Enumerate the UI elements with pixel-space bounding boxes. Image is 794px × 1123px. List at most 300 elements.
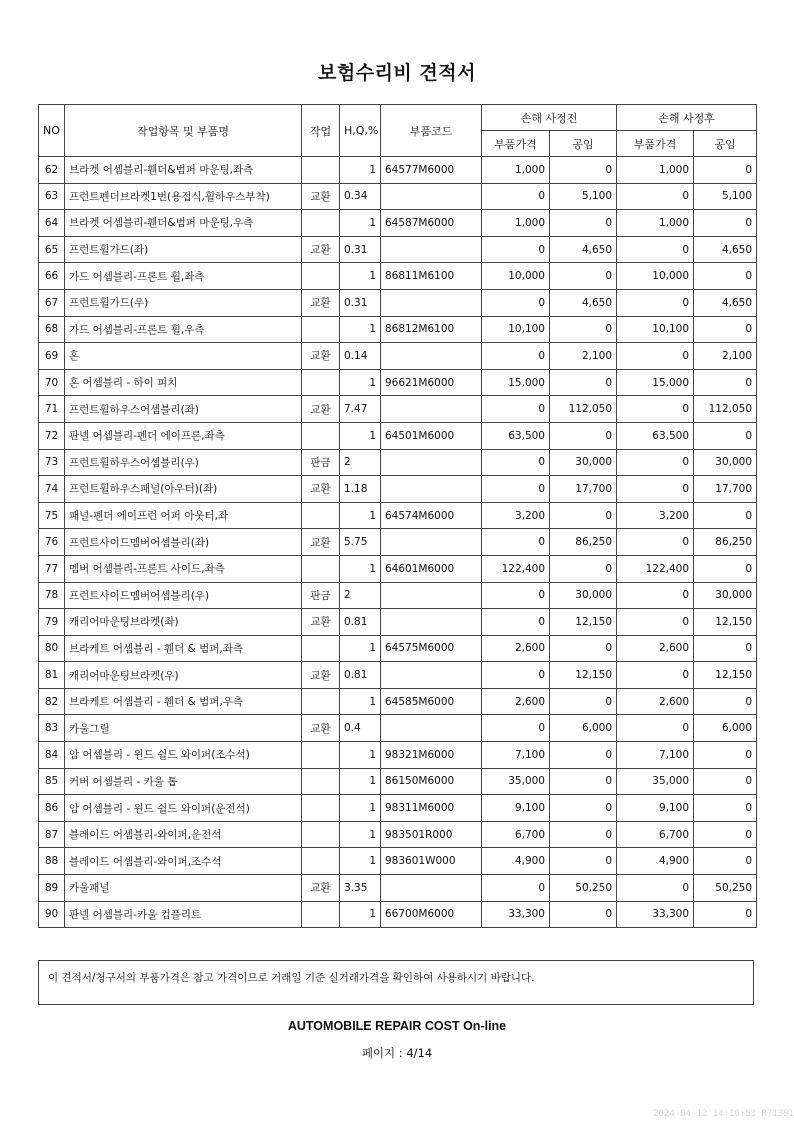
part-code	[381, 715, 482, 742]
hq-value: 2	[340, 449, 381, 476]
work-type: 교환	[302, 529, 340, 556]
part-code	[381, 183, 482, 210]
work-type: 교환	[302, 609, 340, 636]
after-labor: 0	[694, 316, 757, 343]
table-row	[39, 901, 757, 928]
item-name: 브라케트 어셈블리 - 휀더 & 범퍼,좌측	[65, 635, 302, 662]
hq-value: 1	[340, 821, 381, 848]
table-row	[39, 263, 757, 290]
part-code: 64585M6000	[381, 688, 482, 715]
hq-value: 1	[340, 369, 381, 396]
work-type: 판금	[302, 582, 340, 609]
before-part-price: 1,000	[482, 210, 550, 237]
row-no: 77	[39, 555, 65, 582]
work-type	[302, 263, 340, 290]
part-code: 98311M6000	[381, 795, 482, 822]
part-code: 98321M6000	[381, 742, 482, 769]
work-type: 교환	[302, 343, 340, 370]
after-labor: 12,150	[694, 662, 757, 689]
hq-value: 1	[340, 502, 381, 529]
table-row	[39, 715, 757, 742]
table-row	[39, 449, 757, 476]
row-no: 74	[39, 476, 65, 503]
before-labor: 5,100	[550, 183, 617, 210]
work-type: 교환	[302, 476, 340, 503]
after-part-price: 3,200	[617, 502, 694, 529]
hq-value: 1	[340, 422, 381, 449]
item-name: 브라케트 어셈블리 - 휀더 & 범퍼,우측	[65, 688, 302, 715]
row-no: 70	[39, 369, 65, 396]
before-part-price: 10,000	[482, 263, 550, 290]
after-labor: 4,650	[694, 289, 757, 316]
work-type	[302, 210, 340, 237]
row-no: 72	[39, 422, 65, 449]
part-code: 66700M6000	[381, 901, 482, 928]
work-type	[302, 555, 340, 582]
after-part-price: 10,100	[617, 316, 694, 343]
hq-value: 0.31	[340, 289, 381, 316]
part-code	[381, 396, 482, 423]
work-type	[302, 316, 340, 343]
part-code: 64501M6000	[381, 422, 482, 449]
after-labor: 12,150	[694, 609, 757, 636]
before-labor: 4,650	[550, 289, 617, 316]
estimate-table	[38, 104, 757, 928]
part-code: 64575M6000	[381, 635, 482, 662]
before-part-price: 0	[482, 582, 550, 609]
item-name: 블레이드 어셈블리-와이퍼,운전석	[65, 821, 302, 848]
before-labor: 0	[550, 369, 617, 396]
table-row	[39, 768, 757, 795]
header-hq: H,Q,%	[340, 105, 381, 157]
work-type	[302, 795, 340, 822]
part-code	[381, 449, 482, 476]
before-part-price: 63,500	[482, 422, 550, 449]
after-labor: 0	[694, 157, 757, 184]
item-name: 카울패널	[65, 875, 302, 902]
part-code: 86811M6100	[381, 263, 482, 290]
before-labor: 0	[550, 768, 617, 795]
after-part-price: 0	[617, 183, 694, 210]
part-code	[381, 875, 482, 902]
before-labor: 4,650	[550, 236, 617, 263]
after-labor: 30,000	[694, 449, 757, 476]
before-labor: 0	[550, 821, 617, 848]
after-labor: 0	[694, 210, 757, 237]
table-row	[39, 422, 757, 449]
part-code	[381, 662, 482, 689]
part-code: 983601W000	[381, 848, 482, 875]
table-row	[39, 875, 757, 902]
work-type: 교환	[302, 396, 340, 423]
after-part-price: 6,700	[617, 821, 694, 848]
hq-value: 1	[340, 901, 381, 928]
after-labor: 4,650	[694, 236, 757, 263]
hq-value: 1	[340, 795, 381, 822]
row-no: 90	[39, 901, 65, 928]
after-part-price: 9,100	[617, 795, 694, 822]
hq-value: 0.14	[340, 343, 381, 370]
after-part-price: 0	[617, 582, 694, 609]
row-no: 85	[39, 768, 65, 795]
row-no: 75	[39, 502, 65, 529]
before-labor: 6,000	[550, 715, 617, 742]
footer-brand: AUTOMOBILE REPAIR COST On-line	[287, 1019, 507, 1033]
hq-value: 5.75	[340, 529, 381, 556]
after-labor: 0	[694, 901, 757, 928]
hq-value: 1	[340, 210, 381, 237]
row-no: 76	[39, 529, 65, 556]
table-row	[39, 396, 757, 423]
after-labor: 0	[694, 768, 757, 795]
item-name: 프런트사이드멤버어셈블리(우)	[65, 582, 302, 609]
after-labor: 0	[694, 555, 757, 582]
before-labor: 17,700	[550, 476, 617, 503]
item-name: 카울그릴	[65, 715, 302, 742]
before-part-price: 0	[482, 289, 550, 316]
table-row	[39, 555, 757, 582]
after-part-price: 0	[617, 449, 694, 476]
part-code: 983501R000	[381, 821, 482, 848]
table-row	[39, 343, 757, 370]
header-before-labor: 공임	[550, 131, 617, 157]
item-name: 프런트휠가드(좌)	[65, 236, 302, 263]
header-before-part-price: 부품가격	[482, 131, 550, 157]
part-code	[381, 529, 482, 556]
work-type	[302, 768, 340, 795]
after-part-price: 7,100	[617, 742, 694, 769]
table-row	[39, 635, 757, 662]
work-type: 교환	[302, 662, 340, 689]
before-labor: 112,050	[550, 396, 617, 423]
header-after-adjustment: 손해 사정후	[617, 105, 757, 131]
table-row	[39, 289, 757, 316]
before-labor: 0	[550, 688, 617, 715]
header-before-adjustment: 손해 사정전	[482, 105, 617, 131]
after-labor: 112,050	[694, 396, 757, 423]
after-part-price: 2,600	[617, 635, 694, 662]
part-code: 64587M6000	[381, 210, 482, 237]
row-no: 68	[39, 316, 65, 343]
table-row	[39, 183, 757, 210]
part-code: 86812M6100	[381, 316, 482, 343]
after-part-price: 33,300	[617, 901, 694, 928]
before-part-price: 122,400	[482, 555, 550, 582]
after-part-price: 2,600	[617, 688, 694, 715]
before-part-price: 15,000	[482, 369, 550, 396]
before-labor: 0	[550, 263, 617, 290]
before-part-price: 4,900	[482, 848, 550, 875]
after-part-price: 15,000	[617, 369, 694, 396]
row-no: 71	[39, 396, 65, 423]
item-name: 암 어셈블리 - 윈드 쉴드 와이퍼(조수석)	[65, 742, 302, 769]
before-part-price: 6,700	[482, 821, 550, 848]
before-labor: 0	[550, 316, 617, 343]
after-labor: 0	[694, 848, 757, 875]
part-code: 64577M6000	[381, 157, 482, 184]
row-no: 80	[39, 635, 65, 662]
before-part-price: 0	[482, 449, 550, 476]
row-no: 73	[39, 449, 65, 476]
work-type: 교환	[302, 289, 340, 316]
item-name: 캐리어마운팅브라켓(좌)	[65, 609, 302, 636]
item-name: 캐리어마운팅브라켓(우)	[65, 662, 302, 689]
item-name: 커버 어셈블리 - 카울 톱	[65, 768, 302, 795]
after-part-price: 122,400	[617, 555, 694, 582]
hq-value: 2	[340, 582, 381, 609]
after-part-price: 0	[617, 662, 694, 689]
before-part-price: 9,100	[482, 795, 550, 822]
table-row	[39, 688, 757, 715]
after-part-price: 0	[617, 396, 694, 423]
hq-value: 1	[340, 157, 381, 184]
after-part-price: 1,000	[617, 210, 694, 237]
part-code	[381, 236, 482, 263]
part-code	[381, 582, 482, 609]
before-labor: 50,250	[550, 875, 617, 902]
after-labor: 6,000	[694, 715, 757, 742]
part-code	[381, 476, 482, 503]
table-row	[39, 742, 757, 769]
after-labor: 30,000	[694, 582, 757, 609]
header-after-part-price: 부품가격	[617, 131, 694, 157]
item-name: 프런트휠하우스어셈블리(좌)	[65, 396, 302, 423]
table-row	[39, 662, 757, 689]
work-type: 교환	[302, 715, 340, 742]
row-no: 86	[39, 795, 65, 822]
after-part-price: 0	[617, 875, 694, 902]
item-name: 암 어셈블리 - 윈드 쉴드 와이퍼(운전석)	[65, 795, 302, 822]
table-row	[39, 157, 757, 184]
work-type	[302, 688, 340, 715]
header-part-code: 부품코드	[381, 105, 482, 157]
work-type	[302, 848, 340, 875]
after-labor: 0	[694, 795, 757, 822]
after-part-price: 10,000	[617, 263, 694, 290]
work-type	[302, 502, 340, 529]
before-part-price: 3,200	[482, 502, 550, 529]
after-part-price: 0	[617, 289, 694, 316]
part-code	[381, 343, 482, 370]
table-row	[39, 316, 757, 343]
item-name: 프런트휠하우스패널(아우터)(좌)	[65, 476, 302, 503]
item-name: 가드 어셈블리-프론트 휠,좌측	[65, 263, 302, 290]
before-part-price: 0	[482, 183, 550, 210]
table-row	[39, 369, 757, 396]
document-title: 보험수리비 견적서	[318, 62, 476, 84]
after-part-price: 63,500	[617, 422, 694, 449]
before-part-price: 0	[482, 396, 550, 423]
after-part-price: 35,000	[617, 768, 694, 795]
hq-value: 0.81	[340, 609, 381, 636]
before-labor: 86,250	[550, 529, 617, 556]
item-name: 멤버 어셈블리-프론트 사이드,좌측	[65, 555, 302, 582]
work-type: 교환	[302, 183, 340, 210]
after-labor: 0	[694, 263, 757, 290]
before-part-price: 2,600	[482, 688, 550, 715]
row-no: 84	[39, 742, 65, 769]
after-labor: 0	[694, 821, 757, 848]
before-labor: 2,100	[550, 343, 617, 370]
after-labor: 0	[694, 742, 757, 769]
item-name: 브라켓 어셈블리-휀더&범퍼 마운팅,우측	[65, 210, 302, 237]
after-part-price: 0	[617, 529, 694, 556]
table-row	[39, 236, 757, 263]
hq-value: 1	[340, 316, 381, 343]
table-row	[39, 609, 757, 636]
before-labor: 30,000	[550, 582, 617, 609]
work-type	[302, 422, 340, 449]
item-name: 프런트휠가드(우)	[65, 289, 302, 316]
row-no: 69	[39, 343, 65, 370]
table-row	[39, 476, 757, 503]
table-row	[39, 502, 757, 529]
before-part-price: 0	[482, 343, 550, 370]
after-part-price: 4,900	[617, 848, 694, 875]
hq-value: 1	[340, 555, 381, 582]
before-part-price: 35,000	[482, 768, 550, 795]
item-name: 혼	[65, 343, 302, 370]
hq-value: 0.31	[340, 236, 381, 263]
after-part-price: 0	[617, 236, 694, 263]
work-type: 교환	[302, 236, 340, 263]
row-no: 63	[39, 183, 65, 210]
row-no: 67	[39, 289, 65, 316]
hq-value: 0.34	[340, 183, 381, 210]
before-part-price: 0	[482, 609, 550, 636]
before-part-price: 7,100	[482, 742, 550, 769]
work-type	[302, 821, 340, 848]
work-type	[302, 635, 340, 662]
before-labor: 0	[550, 502, 617, 529]
table-row	[39, 848, 757, 875]
row-no: 64	[39, 210, 65, 237]
print-timestamp: 2024-04-12 14:16:53 R71381	[653, 1109, 794, 1119]
item-name: 가드 어셈블리-프론트 휠,우측	[65, 316, 302, 343]
before-labor: 0	[550, 210, 617, 237]
after-part-price: 1,000	[617, 157, 694, 184]
before-part-price: 0	[482, 715, 550, 742]
item-name: 판넬 어셈블리-카울 컴플리트	[65, 901, 302, 928]
after-labor: 0	[694, 422, 757, 449]
row-no: 87	[39, 821, 65, 848]
after-labor: 86,250	[694, 529, 757, 556]
before-part-price: 2,600	[482, 635, 550, 662]
hq-value: 1	[340, 635, 381, 662]
row-no: 83	[39, 715, 65, 742]
page-number: 페이지 : 4/14	[361, 1046, 433, 1060]
table-header	[39, 105, 757, 157]
hq-value: 1	[340, 688, 381, 715]
hq-value: 1	[340, 263, 381, 290]
table-row	[39, 821, 757, 848]
before-part-price: 33,300	[482, 901, 550, 928]
work-type	[302, 742, 340, 769]
after-part-price: 0	[617, 715, 694, 742]
hq-value: 1	[340, 848, 381, 875]
before-labor: 12,150	[550, 662, 617, 689]
before-labor: 0	[550, 555, 617, 582]
after-labor: 0	[694, 369, 757, 396]
before-labor: 0	[550, 157, 617, 184]
hq-value: 0.4	[340, 715, 381, 742]
table-row	[39, 582, 757, 609]
before-labor: 0	[550, 742, 617, 769]
after-labor: 0	[694, 688, 757, 715]
hq-value: 1	[340, 742, 381, 769]
row-no: 62	[39, 157, 65, 184]
part-code: 96621M6000	[381, 369, 482, 396]
price-notice: 이 견적서/청구서의 부품가격은 참고 가격이므로 거래일 기준 실거래가격을 확인하여 사용하시기 바랍니다.	[38, 960, 754, 1005]
row-no: 88	[39, 848, 65, 875]
header-no: NO	[39, 105, 65, 157]
item-name: 프런트휠하우스어셈블리(우)	[65, 449, 302, 476]
after-labor: 17,700	[694, 476, 757, 503]
hq-value: 0.81	[340, 662, 381, 689]
before-part-price: 0	[482, 476, 550, 503]
row-no: 79	[39, 609, 65, 636]
hq-value: 3.35	[340, 875, 381, 902]
hq-value: 1	[340, 768, 381, 795]
before-labor: 0	[550, 635, 617, 662]
table-row	[39, 795, 757, 822]
table-body	[39, 157, 757, 928]
hq-value: 1.18	[340, 476, 381, 503]
work-type	[302, 901, 340, 928]
after-part-price: 0	[617, 609, 694, 636]
before-labor: 30,000	[550, 449, 617, 476]
before-labor: 0	[550, 901, 617, 928]
before-part-price: 0	[482, 529, 550, 556]
row-no: 89	[39, 875, 65, 902]
item-name: 판넬 어셈블리-펜더 에이프론,좌측	[65, 422, 302, 449]
after-labor: 50,250	[694, 875, 757, 902]
before-part-price: 1,000	[482, 157, 550, 184]
table-row	[39, 210, 757, 237]
item-name: 블레이드 어셈블리-와이퍼,조수석	[65, 848, 302, 875]
work-type	[302, 369, 340, 396]
part-code: 64601M6000	[381, 555, 482, 582]
item-name: 혼 어셈블리 - 하이 피치	[65, 369, 302, 396]
item-name: 프런트사이드멤버어셈블리(좌)	[65, 529, 302, 556]
before-labor: 0	[550, 422, 617, 449]
before-part-price: 0	[482, 236, 550, 263]
after-part-price: 0	[617, 343, 694, 370]
part-code	[381, 609, 482, 636]
before-labor: 0	[550, 795, 617, 822]
item-name: 프런트펜더브라켓1번(용접식,휠하우스부착)	[65, 183, 302, 210]
work-type: 교환	[302, 875, 340, 902]
after-labor: 5,100	[694, 183, 757, 210]
part-code	[381, 289, 482, 316]
row-no: 65	[39, 236, 65, 263]
item-name: 패널-펜더 에이프런 어퍼 아웃터,좌	[65, 502, 302, 529]
item-name: 브라켓 어셈블리-휀더&범퍼 마운팅,좌측	[65, 157, 302, 184]
work-type	[302, 157, 340, 184]
table-row	[39, 529, 757, 556]
header-item: 작업항목 및 부품명	[65, 105, 302, 157]
header-work: 작업	[302, 105, 340, 157]
row-no: 81	[39, 662, 65, 689]
before-part-price: 0	[482, 875, 550, 902]
part-code: 64574M6000	[381, 502, 482, 529]
after-labor: 2,100	[694, 343, 757, 370]
after-labor: 0	[694, 502, 757, 529]
after-labor: 0	[694, 635, 757, 662]
after-part-price: 0	[617, 476, 694, 503]
row-no: 66	[39, 263, 65, 290]
row-no: 78	[39, 582, 65, 609]
